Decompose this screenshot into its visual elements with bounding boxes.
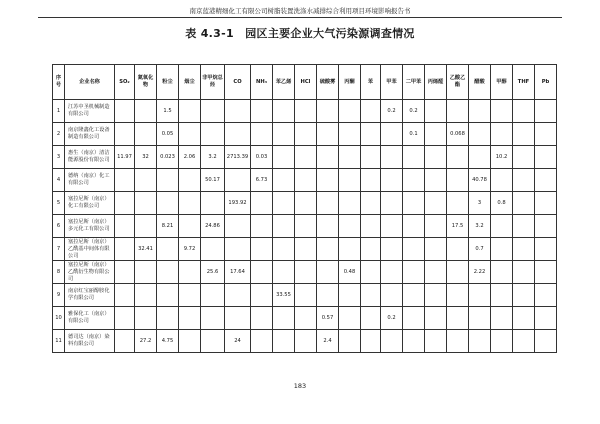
emission-value-cell <box>339 330 361 353</box>
emission-value-cell <box>535 284 557 307</box>
emission-value-cell <box>381 215 403 238</box>
emission-value-cell <box>513 146 535 169</box>
row-number-cell: 11 <box>53 330 65 353</box>
emission-value-cell <box>225 169 251 192</box>
emission-value-cell <box>339 100 361 123</box>
emission-value-cell <box>339 123 361 146</box>
column-header: THF <box>513 65 535 100</box>
column-header: 丙酮 <box>339 65 361 100</box>
emission-value-cell <box>179 123 201 146</box>
emission-value-cell: 24.86 <box>201 215 225 238</box>
emission-value-cell <box>513 330 535 353</box>
emission-value-cell <box>273 123 295 146</box>
table-row <box>53 123 557 146</box>
column-header: 甲醇 <box>491 65 513 100</box>
emission-value-cell <box>251 238 273 261</box>
emission-value-cell <box>317 261 339 284</box>
emission-value-cell <box>317 238 339 261</box>
emission-value-cell <box>535 307 557 330</box>
column-header: 烟尘 <box>179 65 201 100</box>
emission-value-cell <box>295 284 317 307</box>
emission-value-cell <box>403 307 425 330</box>
emission-value-cell <box>425 215 447 238</box>
emission-value-cell <box>339 192 361 215</box>
pollution-source-table <box>52 64 557 353</box>
emission-value-cell <box>425 307 447 330</box>
row-number-cell: 2 <box>53 123 65 146</box>
emission-value-cell <box>425 284 447 307</box>
emission-value-cell: 0.05 <box>157 123 179 146</box>
company-name-cell: 雅保化工（南京）有限公司 <box>65 307 115 330</box>
emission-value-cell <box>469 100 491 123</box>
emission-value-cell <box>535 100 557 123</box>
emission-value-cell <box>295 169 317 192</box>
emission-value-cell: 25.6 <box>201 261 225 284</box>
emission-value-cell: 0.2 <box>381 307 403 330</box>
emission-value-cell <box>115 330 135 353</box>
emission-value-cell <box>425 146 447 169</box>
emission-value-cell <box>361 307 381 330</box>
emission-value-cell: 27.2 <box>135 330 157 353</box>
emission-value-cell <box>361 330 381 353</box>
emission-value-cell: 0.48 <box>339 261 361 284</box>
emission-value-cell <box>403 169 425 192</box>
emission-value-cell: 0.2 <box>403 100 425 123</box>
emission-value-cell <box>251 330 273 353</box>
emission-value-cell <box>201 284 225 307</box>
emission-value-cell <box>425 192 447 215</box>
emission-value-cell <box>225 123 251 146</box>
emission-value-cell <box>447 330 469 353</box>
emission-value-cell: 4.75 <box>157 330 179 353</box>
row-number-cell: 5 <box>53 192 65 215</box>
emission-value-cell <box>447 146 469 169</box>
emission-value-cell <box>115 123 135 146</box>
emission-value-cell: 0.068 <box>447 123 469 146</box>
emission-value-cell <box>225 215 251 238</box>
emission-value-cell <box>491 123 513 146</box>
column-header: 硫酸雾 <box>317 65 339 100</box>
emission-value-cell: 0.8 <box>491 192 513 215</box>
emission-value-cell <box>295 261 317 284</box>
emission-value-cell: 50.17 <box>201 169 225 192</box>
table-row <box>53 215 557 238</box>
emission-value-cell <box>361 215 381 238</box>
emission-value-cell <box>115 192 135 215</box>
emission-value-cell <box>447 238 469 261</box>
emission-value-cell <box>447 100 469 123</box>
emission-value-cell: 2.4 <box>317 330 339 353</box>
emission-value-cell <box>381 169 403 192</box>
emission-value-cell <box>535 330 557 353</box>
emission-value-cell <box>403 261 425 284</box>
emission-value-cell <box>179 215 201 238</box>
emission-value-cell: 0.7 <box>469 238 491 261</box>
column-header: 非甲烷总烃 <box>201 65 225 100</box>
column-header: HCl <box>295 65 317 100</box>
emission-value-cell <box>491 330 513 353</box>
emission-value-cell <box>513 238 535 261</box>
emission-value-cell: 2713.39 <box>225 146 251 169</box>
emission-value-cell <box>273 261 295 284</box>
emission-value-cell <box>115 307 135 330</box>
emission-value-cell <box>157 284 179 307</box>
page-header: 南京蓝港精细化工有限公司树脂装置洗涤水减排综合利用项目环境影响报告书 <box>189 7 411 15</box>
emission-value-cell <box>179 330 201 353</box>
emission-value-cell <box>135 307 157 330</box>
emission-value-cell <box>273 169 295 192</box>
emission-value-cell <box>469 146 491 169</box>
emission-value-cell <box>135 284 157 307</box>
emission-value-cell <box>339 169 361 192</box>
table-row <box>53 307 557 330</box>
emission-value-cell <box>157 192 179 215</box>
table-row <box>53 238 557 261</box>
emission-value-cell <box>251 192 273 215</box>
column-header: 二甲苯 <box>403 65 425 100</box>
emission-value-cell <box>251 307 273 330</box>
emission-value-cell <box>535 123 557 146</box>
emission-value-cell <box>295 123 317 146</box>
emission-value-cell: 40.78 <box>469 169 491 192</box>
company-name-cell: 德纳（南京）化工有限公司 <box>65 169 115 192</box>
table-row <box>53 330 557 353</box>
page-number: 183 <box>293 382 307 390</box>
emission-value-cell: 11.97 <box>115 146 135 169</box>
emission-value-cell: 0.57 <box>317 307 339 330</box>
emission-value-cell <box>273 330 295 353</box>
emission-value-cell <box>251 123 273 146</box>
row-number-cell: 10 <box>53 307 65 330</box>
emission-value-cell <box>295 100 317 123</box>
emission-value-cell <box>201 238 225 261</box>
emission-value-cell <box>317 192 339 215</box>
emission-value-cell <box>513 100 535 123</box>
emission-value-cell <box>361 146 381 169</box>
emission-value-cell <box>361 100 381 123</box>
emission-value-cell <box>447 307 469 330</box>
company-name-cell: 南京红宝丽醇胺化学有限公司 <box>65 284 115 307</box>
emission-value-cell <box>447 169 469 192</box>
column-header: 甲苯 <box>381 65 403 100</box>
emission-value-cell <box>115 169 135 192</box>
column-header: CO <box>225 65 251 100</box>
emission-value-cell: 32.41 <box>135 238 157 261</box>
emission-value-cell <box>381 192 403 215</box>
emission-value-cell <box>225 100 251 123</box>
emission-value-cell <box>201 307 225 330</box>
emission-value-cell <box>115 215 135 238</box>
emission-value-cell <box>447 192 469 215</box>
company-name-cell: 德司达（南京）染料有限公司 <box>65 330 115 353</box>
emission-value-cell <box>513 261 535 284</box>
emission-value-cell <box>317 169 339 192</box>
emission-value-cell <box>447 261 469 284</box>
company-name-cell: 塞拉尼斯（南京）化工有限公司 <box>65 192 115 215</box>
column-header: 苯乙烯 <box>273 65 295 100</box>
emission-value-cell <box>491 307 513 330</box>
emission-value-cell <box>317 123 339 146</box>
emission-value-cell <box>513 307 535 330</box>
column-header: 丙烯醛 <box>425 65 447 100</box>
emission-value-cell <box>491 261 513 284</box>
emission-value-cell: 1.5 <box>157 100 179 123</box>
emission-value-cell <box>273 215 295 238</box>
emission-value-cell <box>381 330 403 353</box>
column-header: SO₂ <box>115 65 135 100</box>
table-row <box>53 100 557 123</box>
emission-value-cell <box>317 146 339 169</box>
emission-value-cell <box>403 215 425 238</box>
emission-value-cell <box>201 330 225 353</box>
emission-value-cell <box>381 123 403 146</box>
table-header-row <box>53 65 557 100</box>
emission-value-cell <box>361 261 381 284</box>
emission-value-cell <box>403 284 425 307</box>
company-name-cell: 塞拉尼斯（南京）多元化工有限公司 <box>65 215 115 238</box>
emission-value-cell <box>225 238 251 261</box>
emission-value-cell <box>251 284 273 307</box>
emission-value-cell <box>179 192 201 215</box>
emission-value-cell <box>447 284 469 307</box>
emission-value-cell <box>339 307 361 330</box>
company-name-cell: 塞拉尼斯（南京）乙酰衍生物有限公司 <box>65 261 115 284</box>
emission-value-cell: 32 <box>135 146 157 169</box>
table-row <box>53 261 557 284</box>
emission-value-cell <box>339 284 361 307</box>
emission-value-cell <box>535 169 557 192</box>
column-header: 苯 <box>361 65 381 100</box>
emission-value-cell <box>135 192 157 215</box>
emission-value-cell <box>361 192 381 215</box>
emission-value-cell <box>403 146 425 169</box>
emission-value-cell <box>535 215 557 238</box>
company-name-cell: 塞拉尼斯（南京）乙酰基中间体有限公司 <box>65 238 115 261</box>
emission-value-cell <box>157 169 179 192</box>
emission-value-cell <box>273 307 295 330</box>
row-number-cell: 6 <box>53 215 65 238</box>
emission-value-cell <box>513 192 535 215</box>
emission-value-cell <box>157 307 179 330</box>
emission-value-cell: 3.2 <box>469 215 491 238</box>
emission-value-cell: 193.92 <box>225 192 251 215</box>
emission-value-cell <box>513 215 535 238</box>
company-name-cell: 南京隆鑫化工设备制造有限公司 <box>65 123 115 146</box>
emission-value-cell: 0.1 <box>403 123 425 146</box>
emission-value-cell <box>201 100 225 123</box>
emission-value-cell <box>179 169 201 192</box>
emission-value-cell <box>469 307 491 330</box>
emission-value-cell <box>157 238 179 261</box>
column-header: NH₃ <box>251 65 273 100</box>
emission-value-cell <box>425 100 447 123</box>
emission-value-cell <box>135 215 157 238</box>
emission-value-cell <box>339 146 361 169</box>
emission-value-cell <box>157 261 179 284</box>
emission-value-cell <box>135 100 157 123</box>
emission-value-cell <box>469 123 491 146</box>
emission-value-cell <box>513 284 535 307</box>
row-number-cell: 8 <box>53 261 65 284</box>
emission-value-cell <box>317 215 339 238</box>
emission-value-cell <box>273 238 295 261</box>
row-number-cell: 3 <box>53 146 65 169</box>
emission-value-cell <box>295 238 317 261</box>
column-header: 序号 <box>53 65 65 100</box>
emission-value-cell: 17.64 <box>225 261 251 284</box>
emission-value-cell <box>425 330 447 353</box>
row-number-cell: 4 <box>53 169 65 192</box>
emission-value-cell <box>179 284 201 307</box>
emission-value-cell <box>469 284 491 307</box>
emission-value-cell <box>425 169 447 192</box>
emission-value-cell <box>403 330 425 353</box>
emission-value-cell: 2.22 <box>469 261 491 284</box>
column-header: 粉尘 <box>157 65 179 100</box>
emission-value-cell <box>115 238 135 261</box>
company-name-cell: 惠生（南京）清洁能源股份有限公司 <box>65 146 115 169</box>
table-row <box>53 192 557 215</box>
row-number-cell: 7 <box>53 238 65 261</box>
emission-value-cell <box>225 307 251 330</box>
emission-value-cell: 0.023 <box>157 146 179 169</box>
emission-value-cell <box>513 123 535 146</box>
emission-value-cell: 2.06 <box>179 146 201 169</box>
emission-value-cell <box>115 100 135 123</box>
emission-value-cell: 24 <box>225 330 251 353</box>
emission-value-cell <box>535 238 557 261</box>
emission-value-cell <box>115 284 135 307</box>
emission-value-cell <box>251 100 273 123</box>
row-number-cell: 1 <box>53 100 65 123</box>
emission-value-cell <box>535 192 557 215</box>
emission-value-cell: 3.2 <box>201 146 225 169</box>
emission-value-cell <box>513 169 535 192</box>
emission-value-cell <box>491 169 513 192</box>
emission-value-cell <box>251 215 273 238</box>
emission-value-cell <box>251 261 273 284</box>
emission-value-cell <box>295 307 317 330</box>
emission-value-cell <box>425 123 447 146</box>
emission-value-cell <box>295 330 317 353</box>
emission-value-cell <box>491 238 513 261</box>
emission-value-cell <box>491 215 513 238</box>
emission-value-cell <box>295 215 317 238</box>
emission-value-cell <box>273 192 295 215</box>
emission-value-cell <box>381 284 403 307</box>
emission-value-cell: 0.03 <box>251 146 273 169</box>
emission-value-cell: 8.21 <box>157 215 179 238</box>
emission-value-cell <box>491 100 513 123</box>
row-number-cell: 9 <box>53 284 65 307</box>
emission-value-cell <box>135 261 157 284</box>
table-row <box>53 146 557 169</box>
emission-value-cell <box>295 146 317 169</box>
company-name-cell: 江苏中圣机械制造有限公司 <box>65 100 115 123</box>
emission-value-cell <box>403 192 425 215</box>
emission-value-cell: 3 <box>469 192 491 215</box>
emission-value-cell <box>535 261 557 284</box>
emission-value-cell <box>361 284 381 307</box>
emission-value-cell <box>317 100 339 123</box>
emission-value-cell <box>201 123 225 146</box>
emission-value-cell <box>491 284 513 307</box>
emission-value-cell: 0.2 <box>381 100 403 123</box>
emission-value-cell <box>273 146 295 169</box>
emission-value-cell <box>295 192 317 215</box>
emission-value-cell <box>339 238 361 261</box>
emission-value-cell <box>425 238 447 261</box>
emission-value-cell <box>361 169 381 192</box>
emission-value-cell <box>273 100 295 123</box>
emission-value-cell <box>361 123 381 146</box>
emission-value-cell: 17.5 <box>447 215 469 238</box>
emission-value-cell <box>225 284 251 307</box>
emission-value-cell: 6.73 <box>251 169 273 192</box>
emission-value-cell <box>469 330 491 353</box>
emission-value-cell: 9.72 <box>179 238 201 261</box>
emission-value-cell <box>381 238 403 261</box>
column-header: Pb <box>535 65 557 100</box>
table-row <box>53 169 557 192</box>
emission-value-cell <box>135 123 157 146</box>
column-header: 企业名称 <box>65 65 115 100</box>
emission-value-cell <box>425 261 447 284</box>
emission-value-cell <box>361 238 381 261</box>
emission-value-cell <box>535 146 557 169</box>
emission-value-cell: 33.55 <box>273 284 295 307</box>
emission-value-cell <box>201 192 225 215</box>
column-header: 醋酸 <box>469 65 491 100</box>
emission-value-cell <box>135 169 157 192</box>
emission-value-cell <box>381 261 403 284</box>
emission-value-cell <box>179 100 201 123</box>
emission-value-cell <box>115 261 135 284</box>
column-header: 乙酸乙酯 <box>447 65 469 100</box>
emission-value-cell <box>179 261 201 284</box>
emission-value-cell <box>317 284 339 307</box>
table-row <box>53 284 557 307</box>
column-header: 氮氧化物 <box>135 65 157 100</box>
emission-value-cell: 10.2 <box>491 146 513 169</box>
emission-value-cell <box>403 238 425 261</box>
table-title: 表 4.3-1 园区主要企业大气污染源调查情况 <box>185 27 415 40</box>
emission-value-cell <box>179 307 201 330</box>
emission-value-cell <box>381 146 403 169</box>
emission-value-cell <box>339 215 361 238</box>
header-rule <box>38 17 562 18</box>
